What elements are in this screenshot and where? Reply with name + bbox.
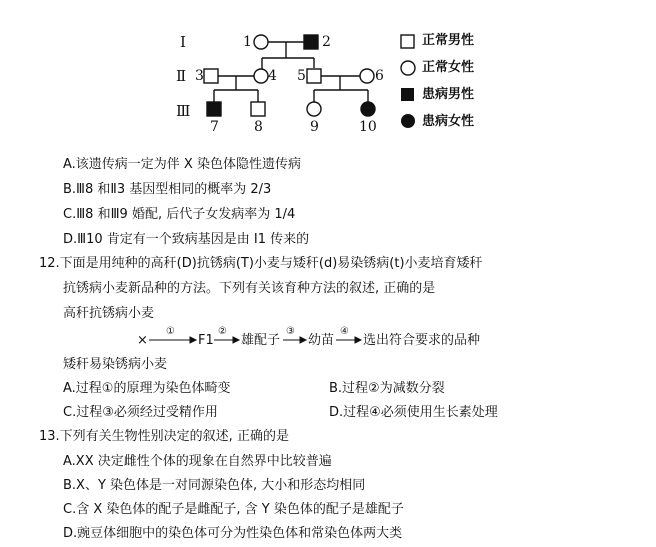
q11-option-d: D.Ⅲ10 肯定有一个致病基因是由 I1 传来的: [63, 232, 310, 247]
legend-circle-open-icon: [401, 61, 415, 75]
q13-option-b: B.X、Y 染色体是一对同源染色体, 大小和形态均相同: [63, 478, 366, 493]
q13-option-a: A.XX 决定雌性个体的现象在自然界中比较普遍: [63, 454, 332, 469]
q11-option-b: B.Ⅲ8 和Ⅱ3 基因型相同的概率为 2/3: [63, 182, 272, 197]
generation-label: Ⅱ: [176, 67, 187, 85]
q12-stem-line1: 12.下面是用纯种的高秆(D)抗锈病(T)小麦与矮秆(d)易染锈病(t)小麦培育矮秆: [39, 256, 483, 271]
individual-number: 5: [297, 68, 306, 84]
q13-stem: 13.下列有关生物性别决定的叙述, 正确的是: [39, 429, 289, 444]
q12-haploid: 雄配子: [241, 333, 281, 348]
individual-7: [207, 102, 221, 116]
individual-1: [254, 35, 268, 49]
individual-number: 3: [195, 68, 204, 84]
q12-option-a: A.过程①的原理为染色体畸变: [63, 381, 231, 396]
q12-step-2: ②: [218, 326, 227, 337]
individual-10: [361, 102, 375, 116]
legend-label: 正常女性: [422, 60, 475, 75]
q12-parent-top: 高秆抗锈病小麦: [63, 306, 155, 321]
q12-option-b: B.过程②为减数分裂: [329, 381, 445, 396]
legend-label: 患病女性: [422, 114, 475, 129]
legend-circle-filled-icon: [401, 114, 415, 128]
q12-step-4: ④: [340, 326, 349, 337]
individual-3: [204, 69, 218, 83]
individual-number: 9: [310, 119, 319, 135]
individual-number: 2: [322, 34, 331, 50]
q12-stem-line2: 抗锈病小麦新品种的方法。下列有关该育种方法的叙述, 正确的是: [63, 281, 436, 296]
individual-number: 7: [210, 119, 219, 135]
q11-option-c: C.Ⅲ8 和Ⅲ9 婚配, 后代子女发病率为 1/4: [63, 207, 296, 222]
individual-5: [307, 69, 321, 83]
q12-f1: F1: [198, 333, 214, 348]
q12-step-1: ①: [166, 326, 175, 337]
individual-9: [307, 102, 321, 116]
individual-number: 8: [254, 119, 263, 135]
individual-2: [304, 35, 318, 49]
q12-seedling: 幼苗: [308, 333, 335, 348]
q13-option-c: C.含 X 染色体的配子是雌配子, 含 Y 染色体的配子是雄配子: [63, 502, 404, 517]
individual-number: 10: [359, 119, 377, 135]
individual-number: 6: [375, 68, 384, 84]
individual-number: 4: [268, 68, 277, 84]
q11-option-a: A.该遗传病一定为伴 X 染色体隐性遗传病: [63, 157, 301, 172]
generation-label: I: [180, 33, 186, 51]
q13-option-d: D.豌豆体细胞中的染色体可分为性染色体和常染色体两大类: [63, 526, 403, 541]
legend-square-open-icon: [401, 35, 414, 48]
individual-6: [360, 69, 374, 83]
q12-result: 选出符合要求的品种: [363, 333, 481, 348]
q12-parent-bottom: 矮秆易染锈病小麦: [63, 357, 168, 372]
q12-option-c: C.过程③必须经过受精作用: [63, 405, 218, 420]
individual-8: [251, 102, 265, 116]
individual-4: [254, 69, 268, 83]
legend-square-filled-icon: [401, 88, 414, 101]
q12-cross-symbol: ×: [137, 333, 148, 348]
legend-label: 正常男性: [422, 33, 475, 48]
individual-number: 1: [243, 34, 252, 50]
legend-label: 患病男性: [422, 87, 475, 102]
generation-label: Ⅲ: [176, 102, 191, 120]
q12-step-3: ③: [286, 326, 295, 337]
q12-option-d: D.过程④必须使用生长素处理: [329, 405, 498, 420]
